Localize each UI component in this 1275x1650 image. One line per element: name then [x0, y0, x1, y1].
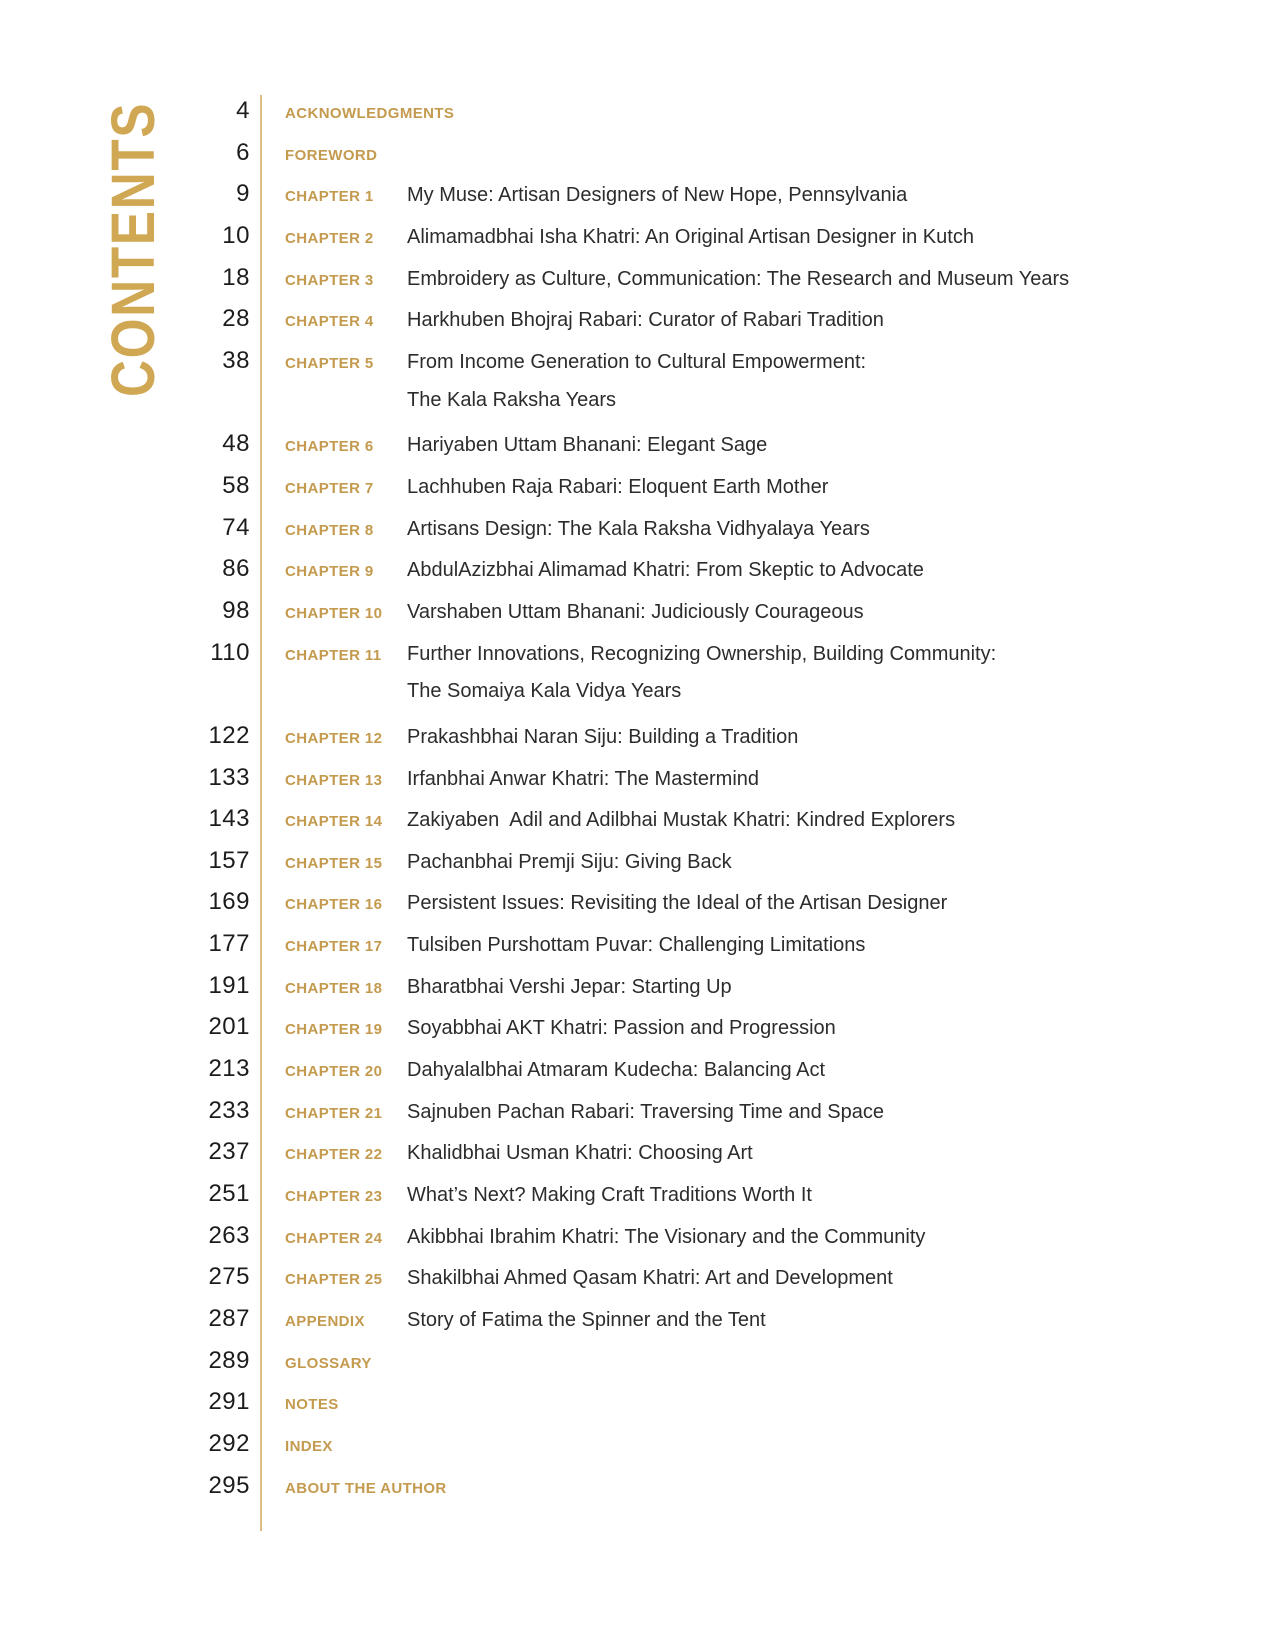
chapter-title: Sajnuben Pachan Rabari: Traversing Time and Space: [407, 1100, 884, 1123]
chapter-title: The Somaiya Kala Vidya Years: [407, 680, 682, 703]
page-number: 191: [208, 971, 250, 999]
toc-row: [0, 1299, 1275, 1341]
toc-row: [0, 841, 1275, 883]
page-number: 48: [222, 430, 250, 458]
chapter-label: CHAPTER 18: [285, 979, 383, 997]
page-number: 4: [236, 97, 250, 124]
toc-row: [0, 466, 1275, 508]
toc-continuation-row: [0, 383, 1275, 425]
toc-row: [0, 716, 1275, 758]
page-number: 9: [236, 180, 250, 208]
chapter-label: CHAPTER 23: [285, 1188, 383, 1206]
page-number: 38: [222, 346, 250, 374]
chapter-title: Harkhuben Bhojraj Rabari: Curator of Rabari Tradition: [407, 309, 884, 332]
chapter-label: CHAPTER 14: [285, 813, 383, 831]
chapter-title: Embroidery as Culture, Communication: The Research and Museum Years: [407, 267, 1070, 290]
chapter-title: What’s Next? Making Craft Traditions Worth It: [407, 1184, 812, 1207]
chapter-label: CHAPTER 10: [285, 604, 383, 622]
chapter-label: CHAPTER 24: [285, 1229, 383, 1247]
page-number: 289: [208, 1346, 250, 1374]
page-number: 74: [222, 513, 250, 541]
toc-row: [0, 299, 1275, 341]
toc-row: [0, 1424, 1275, 1466]
page-number: 287: [208, 1305, 250, 1333]
page-number: 291: [208, 1388, 250, 1416]
page-number: 237: [208, 1138, 250, 1166]
chapter-label: CHAPTER 15: [285, 854, 383, 872]
toc-row: [0, 424, 1275, 466]
chapter-title: The Kala Raksha Years: [407, 388, 617, 411]
page-number: 86: [222, 555, 250, 583]
page-number: 58: [222, 471, 250, 499]
chapter-title: Dahyalalbhai Atmaram Kudecha: Balancing Act: [407, 1059, 826, 1082]
toc-row: [0, 1341, 1275, 1383]
toc-row: [0, 341, 1275, 383]
chapter-label: CHAPTER 11: [285, 646, 382, 664]
chapter-title: Akibbhai Ibrahim Khatri: The Visionary and the Community: [407, 1225, 926, 1248]
toc-row: [0, 1049, 1275, 1091]
chapter-label: CHAPTER 9: [285, 563, 374, 581]
chapter-label: ACKNOWLEDGMENTS: [285, 105, 455, 122]
chapter-label: CHAPTER 4: [285, 313, 374, 331]
page-number: 143: [208, 805, 250, 833]
chapter-label: CHAPTER 3: [285, 271, 374, 289]
chapter-label: CHAPTER 25: [285, 1271, 383, 1289]
chapter-title: Khalidbhai Usman Khatri: Choosing Art: [407, 1142, 753, 1165]
chapter-title: Artisans Design: The Kala Raksha Vidhyalaya Years: [407, 517, 870, 540]
chapter-title: Prakashbhai Naran Siju: Building a Tradition: [407, 725, 799, 748]
chapter-label: CHAPTER 13: [285, 771, 383, 789]
chapter-label: CHAPTER 21: [285, 1104, 383, 1122]
chapter-title: Hariyaben Uttam Bhanani: Elegant Sage: [407, 434, 768, 457]
page-number: 157: [208, 846, 250, 874]
chapter-title: Bharatbhai Vershi Jepar: Starting Up: [407, 975, 732, 998]
page-number: 98: [222, 596, 250, 624]
chapter-label: CHAPTER 1: [285, 188, 374, 206]
page-number: 275: [208, 1263, 250, 1291]
page-number: 177: [208, 930, 250, 958]
toc-list: [0, 91, 1275, 1507]
chapter-title: From Income Generation to Cultural Empowerment:: [407, 350, 867, 373]
page-number: 233: [208, 1096, 250, 1124]
page-number: 213: [208, 1055, 250, 1083]
chapter-label: CHAPTER 12: [285, 729, 383, 747]
toc-row: [0, 591, 1275, 633]
chapter-label: FOREWORD: [285, 146, 378, 164]
toc-row: [0, 1007, 1275, 1049]
chapter-label: INDEX: [285, 1438, 333, 1455]
chapter-label: CHAPTER 16: [285, 896, 383, 914]
toc-row: [0, 882, 1275, 924]
chapter-label: CHAPTER 2: [285, 229, 374, 247]
chapter-title: My Muse: Artisan Designers of New Hope, Pennsylvania: [407, 184, 908, 207]
chapter-label: NOTES: [285, 1396, 339, 1414]
toc-row: [0, 799, 1275, 841]
chapter-label: CHAPTER 8: [285, 521, 374, 539]
chapter-title: Pachanbhai Premji Siju: Giving Back: [407, 850, 732, 873]
toc-row: [0, 1257, 1275, 1299]
page-number: 169: [208, 888, 250, 916]
page-number: 133: [208, 763, 250, 791]
toc-row: [0, 633, 1275, 675]
chapter-title: Shakilbhai Ahmed Qasam Khatri: Art and Development: [407, 1267, 893, 1290]
page-number: 6: [236, 138, 250, 166]
page-number: 18: [222, 263, 250, 291]
chapter-title: Soyabbhai AKT Khatri: Passion and Progression: [407, 1017, 836, 1040]
toc-row: [0, 133, 1275, 175]
toc-row: [0, 1466, 1275, 1508]
chapter-title: Further Innovations, Recognizing Ownership, Building Community:: [407, 642, 997, 665]
page-number: 10: [222, 221, 250, 249]
page-number: 295: [208, 1471, 250, 1499]
chapter-label: CHAPTER 5: [285, 354, 374, 372]
toc-row: [0, 174, 1275, 216]
chapter-title: Lachhuben Raja Rabari: Eloquent Earth Mother: [407, 475, 829, 498]
chapter-label: APPENDIX: [285, 1313, 365, 1331]
chapter-title: Alimamadbhai Isha Khatri: An Original Artisan Designer in Kutch: [407, 225, 974, 248]
toc-row: [0, 1174, 1275, 1216]
chapter-title: Irfanbhai Anwar Khatri: The Mastermind: [407, 767, 760, 790]
chapter-label: GLOSSARY: [285, 1354, 372, 1372]
chapter-title: Zakiyaben Adil and Adilbhai Mustak Khatri: Kindred Explorers: [407, 809, 956, 832]
chapter-label: ABOUT THE AUTHOR: [285, 1479, 447, 1497]
chapter-title: Persistent Issues: Revisiting the Ideal of the Artisan Designer: [407, 892, 948, 915]
toc-continuation-row: [0, 674, 1275, 716]
toc-row: [0, 966, 1275, 1008]
toc-row: [0, 91, 1275, 133]
toc-row: [0, 508, 1275, 550]
page-number: 263: [208, 1221, 250, 1249]
toc-row: [0, 1382, 1275, 1424]
chapter-title: Tulsiben Purshottam Puvar: Challenging Limitations: [407, 934, 866, 957]
toc-row: [0, 1132, 1275, 1174]
chapter-label: CHAPTER 17: [285, 938, 383, 956]
chapter-label: CHAPTER 7: [285, 479, 374, 497]
toc-row: [0, 216, 1275, 258]
page-number: 122: [208, 721, 250, 749]
page-number: 251: [208, 1180, 250, 1208]
toc-row: [0, 258, 1275, 300]
chapter-label: CHAPTER 6: [285, 438, 374, 456]
toc-row: [0, 549, 1275, 591]
toc-row: [0, 924, 1275, 966]
chapter-title: Story of Fatima the Spinner and the Tent: [407, 1309, 766, 1332]
chapter-title: Varshaben Uttam Bhanani: Judiciously Courageous: [407, 600, 864, 623]
chapter-label: CHAPTER 20: [285, 1063, 383, 1081]
toc-row: [0, 758, 1275, 800]
chapter-title: AbdulAzizbhai Alimamad Khatri: From Skeptic to Advocate: [407, 559, 924, 582]
toc-row: [0, 1091, 1275, 1133]
chapter-label: CHAPTER 19: [285, 1021, 383, 1039]
chapter-label: CHAPTER 22: [285, 1146, 383, 1164]
page-number: 110: [210, 638, 250, 666]
page-number: 28: [222, 305, 250, 333]
page-number: 292: [208, 1430, 250, 1457]
page-title: CONTENTS: [99, 101, 167, 398]
page-number: 201: [208, 1013, 250, 1041]
toc-row: [0, 1216, 1275, 1258]
